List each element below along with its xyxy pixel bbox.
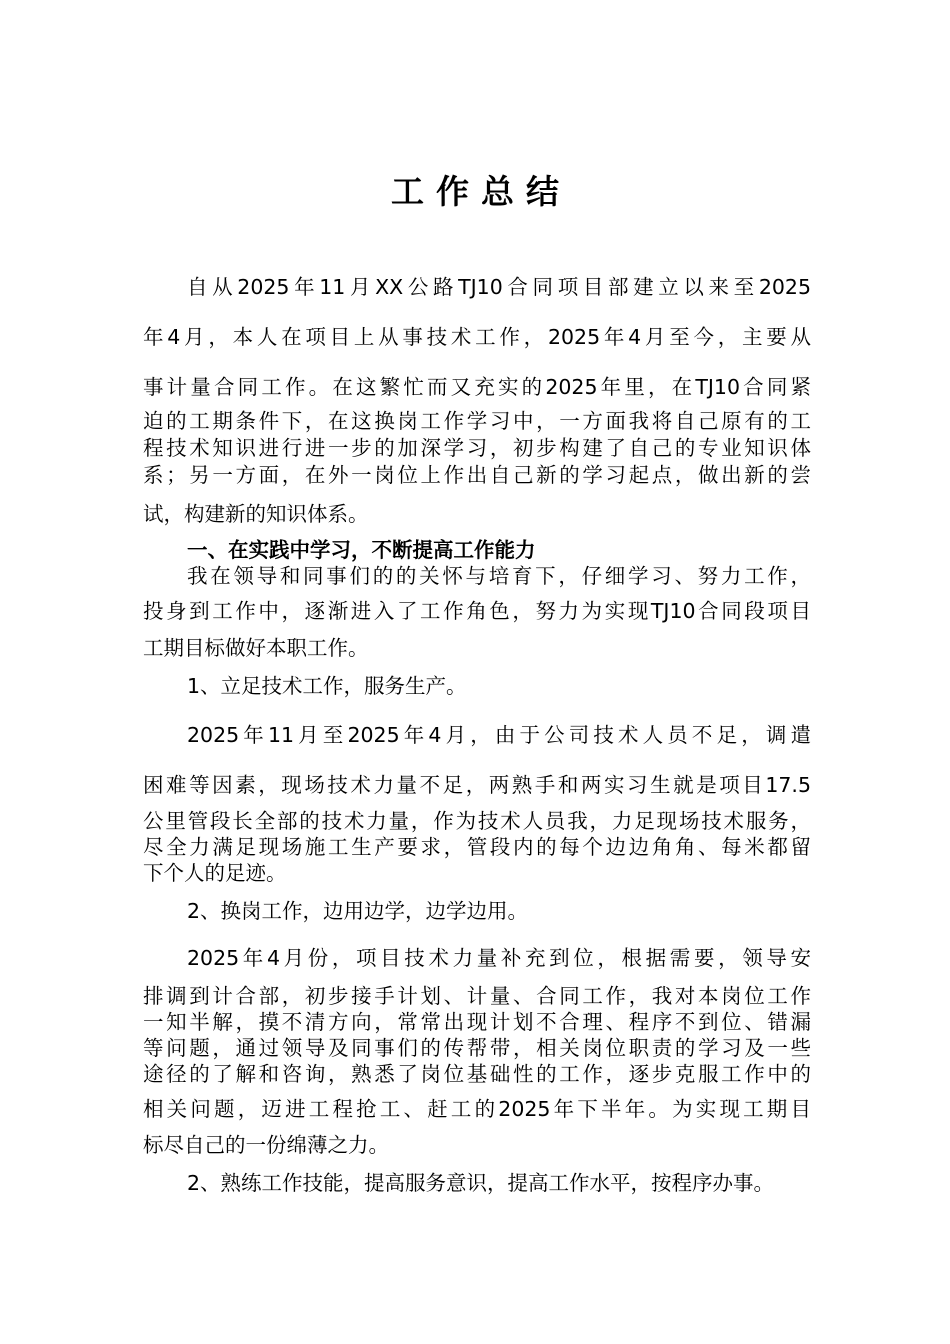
paragraph-line: 下个人的足迹。: [143, 861, 287, 885]
subsection-heading: 1、立足技术工作，服务生产。: [187, 674, 467, 698]
paragraph-line: 公里管段长全部的技术力量，作为技术人员我，力足现场技术服务，: [143, 809, 811, 833]
paragraph-line: 事计量合同工作。在这繁忙而又充实的2025年里，在TJ10合同紧: [143, 375, 811, 399]
subsection-heading: 2、换岗工作，边用边学，边学边用。: [187, 899, 529, 923]
paragraph-line: 标尽自己的一份绵薄之力。: [143, 1133, 389, 1157]
document-title: 工作总结: [391, 172, 571, 211]
paragraph-line: 一知半解，摸不清方向，常常出现计划不合理、程序不到位、错漏: [143, 1010, 811, 1034]
paragraph-line: 2025年11月至2025年4月，由于公司技术人员不足，调遣: [187, 723, 811, 747]
paragraph-line: 途径的了解和咨询，熟悉了岗位基础性的工作，逐步克服工作中的: [143, 1062, 811, 1086]
paragraph-line: 2025年4月份，项目技术力量补充到位，根据需要，领导安: [187, 946, 811, 970]
paragraph-line: 我在领导和同事们的的关怀与培育下，仔细学习、努力工作，: [187, 564, 811, 588]
paragraph-line: 排调到计合部，初步接手计划、计量、合同工作，我对本岗位工作: [143, 984, 811, 1008]
paragraph-line: 年4月，本人在项目上从事技术工作，2025年4月至今，主要从: [143, 325, 811, 349]
section-heading: 一、在实践中学习，不断提高工作能力: [187, 538, 536, 562]
paragraph-line: 等问题，通过领导及同事们的传帮带，相关岗位职责的学习及一些: [143, 1036, 811, 1060]
paragraph-line: 相关问题，迈进工程抢工、赶工的2025年下半年。为实现工期目: [143, 1097, 811, 1121]
paragraph-line: 迫的工期条件下，在这换岗工作学习中，一方面我将自己原有的工: [143, 409, 811, 433]
paragraph-line: 工期目标做好本职工作。: [143, 636, 369, 660]
paragraph-line: 系；另一方面，在外一岗位上作出自己新的学习起点，做出新的尝: [143, 463, 811, 487]
paragraph-line: 试，构建新的知识体系。: [143, 502, 369, 526]
paragraph-line: 自从2025年11月XX公路TJ10合同项目部建立以来至2025: [187, 275, 811, 299]
paragraph-line: 困难等因素，现场技术力量不足，两熟手和两实习生就是项目17.5: [143, 773, 811, 797]
paragraph-line: 投身到工作中，逐渐进入了工作角色，努力为实现TJ10合同段项目: [143, 599, 811, 623]
subsection-heading: 2、熟练工作技能，提高服务意识，提高工作水平，按程序办事。: [187, 1171, 775, 1195]
paragraph-line: 程技术知识进行进一步的加深学习，初步构建了自己的专业知识体: [143, 436, 811, 460]
paragraph-line: 尽全力满足现场施工生产要求，管段内的每个边边角角、每米都留: [143, 835, 811, 859]
